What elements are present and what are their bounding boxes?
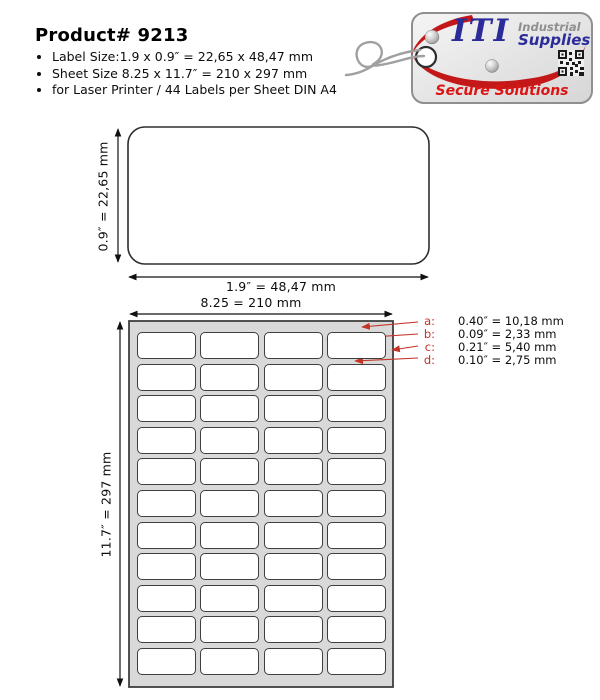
brand-tagline: Secure Solutions — [435, 83, 569, 99]
annotation-key: b: — [423, 327, 435, 341]
sheet-label-cell — [137, 395, 196, 422]
annotation-value: 0.40″ = 10,18 mm — [458, 314, 564, 328]
spec-list — [52, 49, 337, 99]
sheet-label-cell — [137, 585, 196, 612]
sheet-label-cell — [264, 427, 323, 454]
ball-icon — [486, 60, 499, 73]
spec-printer-info: • for Laser Printer / 44 Labels per Sheet DIN A4 — [52, 82, 337, 98]
sheet-label-cell — [264, 458, 323, 485]
sheet-label-cell — [327, 458, 386, 485]
sheet-label-cell — [200, 458, 259, 485]
spec-label-size: • Label Size:1.9 x 0.9″ = 22,65 x 48,47 mm — [52, 49, 337, 65]
sheet-label-cell — [200, 364, 259, 391]
sheet-label-cell — [327, 616, 386, 643]
sheet-width-dimension: 8.25 = 210 mm — [200, 295, 302, 310]
sheet-label-cell — [200, 585, 259, 612]
sheet-label-cell — [137, 332, 196, 359]
annotation-key: a: — [424, 314, 435, 328]
sheet-label-cell — [137, 616, 196, 643]
sheet-label-cell — [200, 427, 259, 454]
sheet-label-cell — [200, 553, 259, 580]
product-title: Product# 9213 — [35, 25, 189, 46]
brand-name: ITI — [452, 13, 511, 49]
single-label-diagram — [95, 120, 440, 285]
sheet-label-cell — [264, 490, 323, 517]
sheet-label-cell — [327, 364, 386, 391]
ball-icon — [425, 30, 439, 44]
sheet-label-cell — [264, 522, 323, 549]
sheet-label-cell — [137, 427, 196, 454]
annotation-value: 0.21″ = 5,40 mm — [458, 340, 557, 354]
sheet-label-cell — [137, 364, 196, 391]
sheet-label-cell — [264, 648, 323, 675]
sheet-label-cell — [137, 458, 196, 485]
sheet-label-cell — [137, 522, 196, 549]
annotation-key: c: — [424, 340, 435, 354]
sheet-label-cell — [264, 585, 323, 612]
sheet-label-cell — [264, 395, 323, 422]
sheet-label-cell — [327, 332, 386, 359]
sheet-label-cell — [327, 648, 386, 675]
sheet-label-cell — [327, 490, 386, 517]
annotation-key: d: — [423, 353, 435, 367]
sheet-label-cell — [327, 553, 386, 580]
qr-code-icon — [558, 50, 584, 76]
spec-sheet-size: • Sheet Size 8.25 x 11.7″ = 210 x 297 mm — [52, 66, 337, 82]
annotation-row-d — [418, 354, 557, 367]
annotation-value: 0.10″ = 2,75 mm — [458, 353, 557, 367]
sheet-label-cell — [264, 364, 323, 391]
sheet-label-cell — [200, 522, 259, 549]
sheet-label-cell — [200, 616, 259, 643]
sheet-label-grid — [137, 332, 386, 675]
sheet-label-cell — [264, 616, 323, 643]
sheet-label-cell — [137, 648, 196, 675]
sheet-label-cell — [327, 522, 386, 549]
annotation-value: 0.09″ = 2,33 mm — [458, 327, 557, 341]
label-height-dimension: 0.9″ = 22,65 mm — [95, 141, 111, 252]
label-width-dimension: 1.9″ = 48,47 mm — [225, 279, 337, 294]
brand-supplies: Supplies — [518, 31, 591, 49]
sheet-label-cell — [137, 490, 196, 517]
brand-industrial: Industrial — [518, 20, 581, 34]
sheet-label-cell — [200, 490, 259, 517]
sheet-label-cell — [200, 332, 259, 359]
label-outline — [128, 127, 429, 264]
sheet-label-cell — [327, 427, 386, 454]
sheet-label-cell — [264, 332, 323, 359]
annotation-c-arrow — [392, 346, 418, 350]
sheet-label-cell — [137, 553, 196, 580]
sheet-label-cell — [200, 648, 259, 675]
sheet-label-cell — [327, 585, 386, 612]
sheet-label-cell — [200, 395, 259, 422]
sheet-height-dimension: 11.7″ = 297 mm — [98, 451, 114, 558]
sheet-label-cell — [327, 395, 386, 422]
sheet-label-cell — [264, 553, 323, 580]
